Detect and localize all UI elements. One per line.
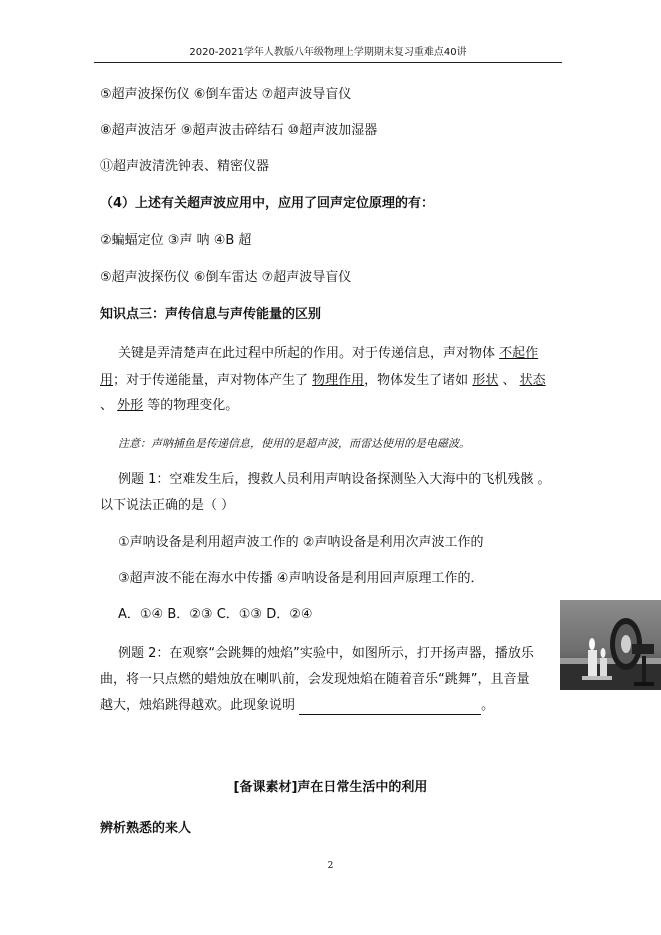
- answer-line-2: ⑤超声波探伤仪 ⑥倒车雷达 ⑦超声波导盲仪: [100, 270, 352, 285]
- paragraph-text: ；对于传递能量，声对物体产生了: [113, 373, 313, 388]
- paragraph-text: 、: [100, 398, 118, 413]
- answer-underlined: 形状: [472, 373, 499, 388]
- header-rule: [94, 62, 562, 63]
- answer-blank: [299, 700, 481, 715]
- answer-underlined: 不起作: [499, 346, 539, 361]
- example-2-line-1: 例题 2：在观察“会跳舞的烛焰”实验中，如图所示，打开扬声器，播放乐: [118, 646, 534, 661]
- section-heading-3: 知识点三：声传信息与声传能量的区别: [100, 307, 322, 322]
- paragraph-line-3: [100, 397, 238, 415]
- question-4: （4）上述有关超声波应用中，应用了回声定位原理的有：: [100, 196, 435, 211]
- answer-line-1: ②蝙蝠定位 ③声 呐 ④B 超: [100, 233, 252, 248]
- example-1-statement-1: ①声呐设备是利用超声波工作的 ②声呐设备是利用次声波工作的: [118, 535, 484, 550]
- paragraph-text: ，物体发生了诸如: [364, 373, 473, 388]
- example-2-line-2: 曲，将一只点燃的蜡烛放在喇叭前，会发现烛焰在随着音乐“跳舞”，且音量: [100, 672, 530, 687]
- page-header: 2020-2021学年人教版八年级物理上学期期末复习重难点40讲: [189, 47, 467, 58]
- answer-underlined: 物理作用: [312, 373, 365, 388]
- paragraph-text: 等的物理变化。: [143, 398, 239, 413]
- example-1-options: A．①④ B．②③ C．①③ D．②④: [118, 607, 313, 622]
- material-subtitle: 辨析熟悉的来人: [100, 821, 192, 836]
- text-line-applications-2: ⑧超声波洁牙 ⑨超声波击碎结石 ⑩超声波加湿器: [100, 123, 378, 138]
- candle-speaker-photo: [560, 600, 661, 690]
- paragraph-line-2: [100, 372, 546, 390]
- example-2-line-3: [100, 697, 494, 715]
- example-2-text: 越大，烛焰跳得越欢。此现象说明: [100, 698, 300, 713]
- example-2-text-end: 。: [481, 698, 495, 713]
- page-number: 2: [327, 861, 334, 871]
- paragraph-line-1: [118, 345, 538, 363]
- text-line-applications-1: ⑤超声波探伤仪 ⑥倒车雷达 ⑦超声波导盲仪: [100, 87, 352, 102]
- paragraph-text: 关键是弄清楚声在此过程中所起的作用。对于传递信息，声对物体: [118, 346, 500, 361]
- answer-underlined: 用: [100, 373, 114, 388]
- text-line-applications-3: ⑪超声波清洗钟表、精密仪器: [100, 159, 270, 174]
- example-1-line-1: 例题 1：空难发生后，搜救人员利用声呐设备探测坠入大海中的飞机残骸 。: [118, 472, 551, 487]
- material-title: [备课素材]声在日常生活中的利用: [233, 780, 428, 795]
- candle-speaker-illustration: [560, 600, 661, 690]
- answer-underlined: 状态: [519, 373, 546, 388]
- paragraph-text: 、: [498, 373, 520, 388]
- answer-underlined: 外形: [117, 398, 144, 413]
- example-1-statement-2: ③超声波不能在海水中传播 ④声呐设备是利用回声原理工作的．: [118, 571, 484, 586]
- example-1-line-2: 以下说法正确的是（ ）: [100, 498, 235, 513]
- note-line: 注意：声呐捕鱼是传递信息，使用的是超声波，而雷达使用的是电磁波。: [118, 437, 470, 450]
